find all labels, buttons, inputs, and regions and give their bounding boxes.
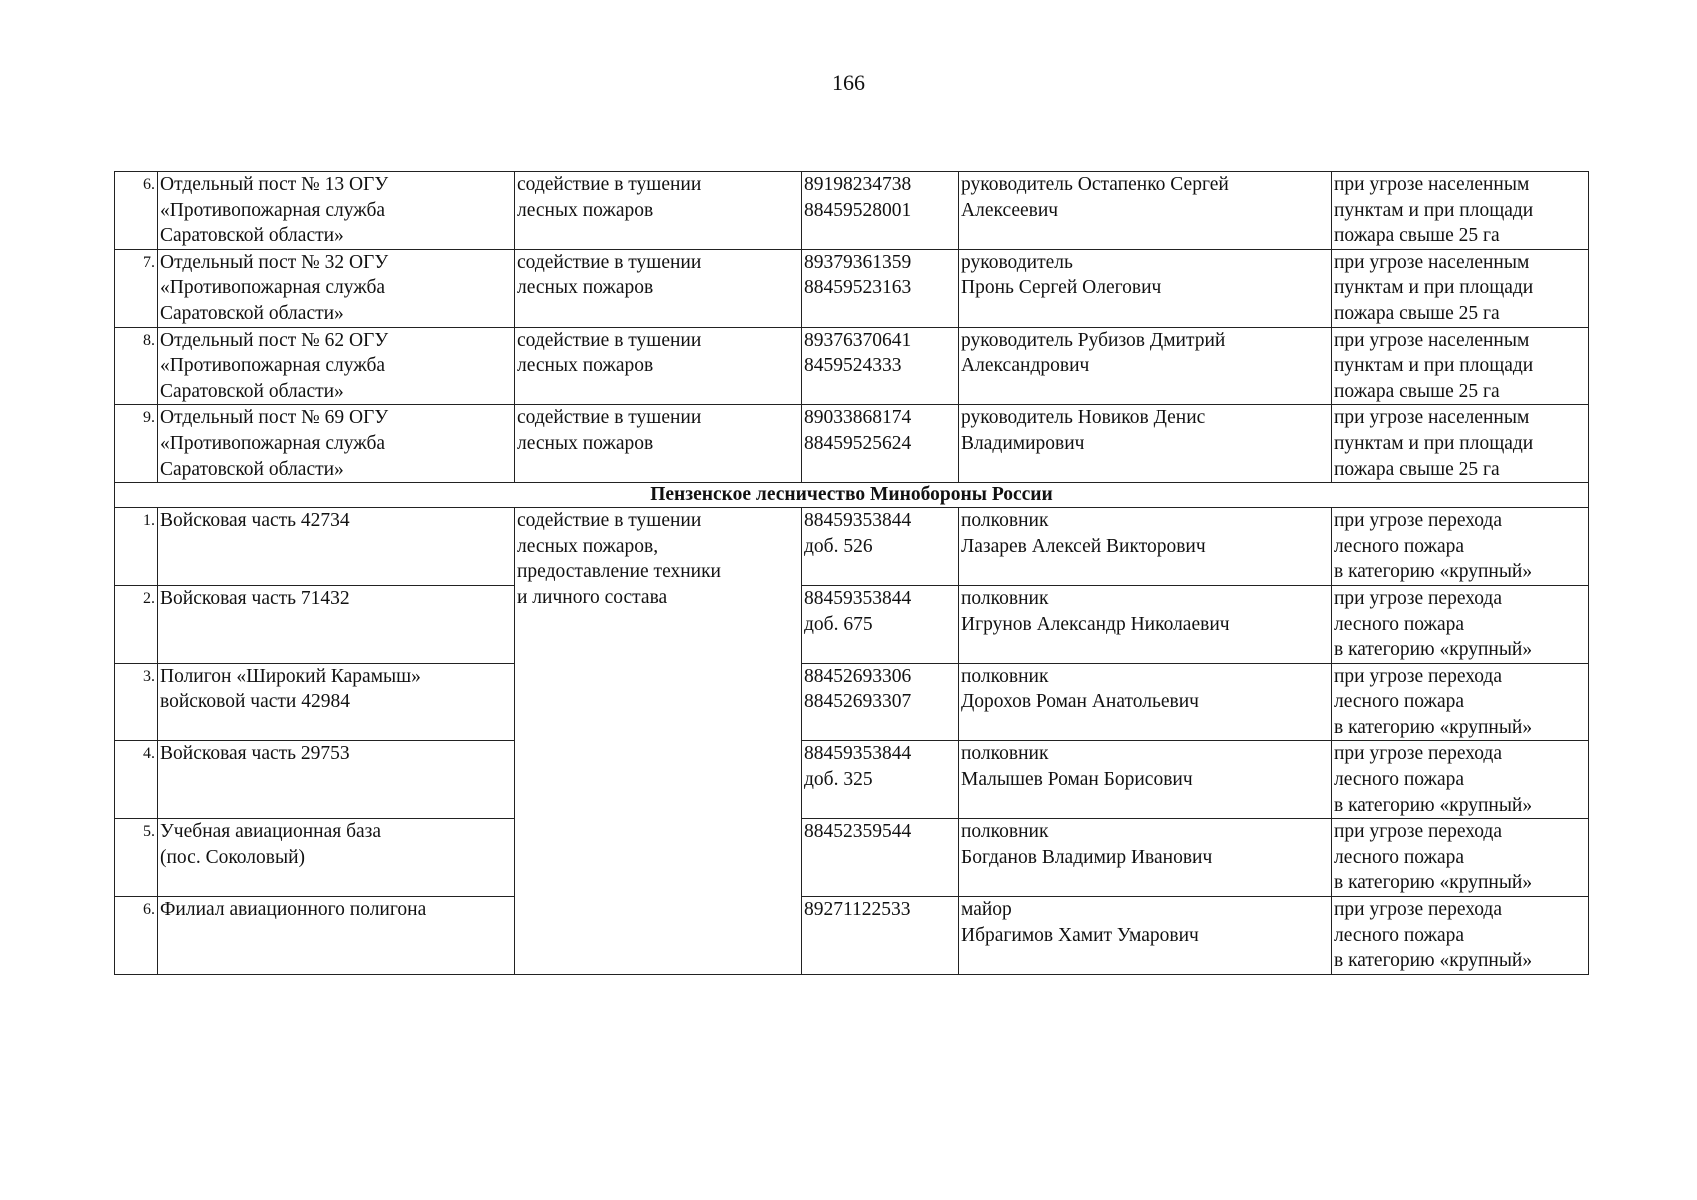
condition-cell-line: пунктам и при площади <box>1334 432 1534 454</box>
table-row <box>115 249 1589 327</box>
row-number: 1. <box>115 508 158 586</box>
organization-cell-line: Саратовской области» <box>160 302 344 324</box>
phone-cell-line: 88459525624 <box>804 432 912 454</box>
task-cell <box>515 172 802 250</box>
organization-cell-line: (пос. Соколовый) <box>160 846 306 868</box>
task-cell-line: содействие в тушении <box>517 251 702 273</box>
task-cell-line: лесных пожаров <box>517 432 654 454</box>
organization-cell-line: Саратовской области» <box>160 458 344 480</box>
condition-cell-line: при угрозе перехода <box>1334 665 1502 687</box>
contact-cell <box>959 741 1332 819</box>
section-header <box>115 483 1589 508</box>
phone-cell <box>802 897 959 975</box>
row-number: 9. <box>115 405 158 483</box>
phone-cell-line: 89033868174 <box>804 407 912 429</box>
contact-cell-line: Владимирович <box>961 432 1085 454</box>
condition-cell-line: при угрозе перехода <box>1334 821 1502 843</box>
organization-cell <box>158 585 515 663</box>
condition-cell <box>1332 327 1589 405</box>
organization-cell <box>158 663 515 741</box>
phone-cell-line: 88459353844 <box>804 587 912 609</box>
phone-cell-line: 88459523163 <box>804 277 912 299</box>
organization-cell <box>158 819 515 897</box>
phone-cell-line: 88452693307 <box>804 691 912 713</box>
condition-cell <box>1332 405 1589 483</box>
organization-cell-line: Саратовской области» <box>160 380 344 402</box>
phone-cell-line: доб. 675 <box>804 613 873 635</box>
contact-cell-line: Малышев Роман Борисович <box>961 769 1193 791</box>
condition-cell-line: в категорию «крупный» <box>1334 872 1533 894</box>
organization-cell-line: Учебная авиационная база <box>160 821 382 843</box>
contact-cell-line: Александрович <box>961 355 1090 377</box>
contact-cell-line: полковник <box>961 821 1049 843</box>
phone-cell <box>802 249 959 327</box>
condition-cell-line: лесного пожара <box>1334 691 1465 713</box>
row-number: 8. <box>115 327 158 405</box>
organization-cell <box>158 327 515 405</box>
contact-cell-line: Богданов Владимир Иванович <box>961 846 1213 868</box>
task-cell-line: лесных пожаров <box>517 277 654 299</box>
task-cell-line: и личного состава <box>517 586 668 608</box>
phone-cell-line: 88459528001 <box>804 199 912 221</box>
condition-cell-line: лесного пожара <box>1334 535 1465 557</box>
contact-cell-line: Ибрагимов Хамит Умарович <box>961 924 1199 946</box>
contact-cell-line: руководитель <box>961 251 1073 273</box>
phone-cell <box>802 585 959 663</box>
task-cell-line: содействие в тушении <box>517 329 702 351</box>
task-cell-line: лесных пожаров, <box>517 535 659 557</box>
task-cell-line: содействие в тушении <box>517 407 702 429</box>
condition-cell-line: в категорию «крупный» <box>1334 716 1533 738</box>
condition-cell-line: лесного пожара <box>1334 769 1465 791</box>
organization-cell <box>158 508 515 586</box>
task-cell-line: лесных пожаров <box>517 355 654 377</box>
condition-cell-line: при угрозе населенным <box>1334 329 1530 351</box>
phone-cell-line: 88459353844 <box>804 743 912 765</box>
organization-cell-line: Отдельный пост № 62 ОГУ <box>160 329 389 351</box>
condition-cell-line: при угрозе перехода <box>1334 899 1502 921</box>
row-number: 7. <box>115 249 158 327</box>
condition-cell <box>1332 585 1589 663</box>
contact-cell-line: полковник <box>961 587 1049 609</box>
row-number: 6. <box>115 172 158 250</box>
contact-cell <box>959 897 1332 975</box>
phone-cell-line: 89198234738 <box>804 174 912 195</box>
organization-cell-line: Войсковая часть 71432 <box>160 587 350 609</box>
condition-cell <box>1332 663 1589 741</box>
table-row <box>115 663 1589 741</box>
table-row <box>115 897 1589 975</box>
condition-cell <box>1332 508 1589 586</box>
contact-cell-line: Алексеевич <box>961 199 1059 221</box>
task-cell-line: лесных пожаров <box>517 199 654 221</box>
contact-cell-line: Лазарев Алексей Викторович <box>961 535 1206 557</box>
table-row <box>115 327 1589 405</box>
condition-cell-line: лесного пожара <box>1334 613 1465 635</box>
contact-cell-line: полковник <box>961 510 1049 532</box>
condition-cell-line: пунктам и при площади <box>1334 277 1534 299</box>
organization-cell-line: Отдельный пост № 32 ОГУ <box>160 251 389 273</box>
phone-cell <box>802 327 959 405</box>
organization-cell <box>158 741 515 819</box>
task-cell-line: содействие в тушении <box>517 174 702 195</box>
condition-cell-line: при угрозе перехода <box>1334 743 1502 765</box>
contact-cell <box>959 172 1332 250</box>
page-number: 166 <box>832 70 865 95</box>
organization-cell-line: Полигон «Широкий Карамыш» <box>160 665 421 687</box>
organization-cell-line: «Противопожарная служба <box>160 199 386 221</box>
organization-cell-line: Войсковая часть 42734 <box>160 510 350 532</box>
phone-cell-line: доб. 526 <box>804 535 873 557</box>
condition-cell-line: при угрозе населенным <box>1334 407 1530 429</box>
organization-cell-line: «Противопожарная служба <box>160 355 386 377</box>
phone-cell <box>802 663 959 741</box>
contact-cell <box>959 819 1332 897</box>
condition-cell-line: в категорию «крупный» <box>1334 639 1533 661</box>
phone-cell <box>802 405 959 483</box>
contact-cell <box>959 249 1332 327</box>
table-row <box>115 508 1589 586</box>
organization-cell-line: «Противопожарная служба <box>160 277 386 299</box>
organization-cell-line: войсковой части 42984 <box>160 691 350 713</box>
contact-cell <box>959 508 1332 586</box>
table-row <box>115 172 1589 250</box>
phone-cell-line: доб. 325 <box>804 769 873 791</box>
organization-cell <box>158 897 515 975</box>
row-number: 3. <box>115 663 158 741</box>
condition-cell-line: пунктам и при площади <box>1334 199 1534 221</box>
phone-cell-line: 89379361359 <box>804 251 912 273</box>
contact-cell-line: руководитель Рубизов Дмитрий <box>961 329 1226 351</box>
task-cell <box>515 249 802 327</box>
section-title: Пензенское лесничество Минобороны России <box>115 483 1589 508</box>
saratov-rows <box>115 172 1589 483</box>
row-number: 5. <box>115 819 158 897</box>
organization-cell-line: Филиал авиационного полигона <box>160 899 427 921</box>
row-number: 4. <box>115 741 158 819</box>
contact-cell-line: руководитель Новиков Денис <box>961 407 1206 429</box>
condition-cell <box>1332 249 1589 327</box>
task-cell-line: содействие в тушении <box>517 510 702 532</box>
task-cell <box>515 327 802 405</box>
organization-cell <box>158 405 515 483</box>
contact-cell-line: майор <box>961 899 1012 921</box>
phone-cell-line: 88452693306 <box>804 665 912 687</box>
table-row <box>115 819 1589 897</box>
organization-cell <box>158 172 515 250</box>
condition-cell-line: пунктам и при площади <box>1334 355 1534 377</box>
condition-cell-line: пожара свыше 25 га <box>1334 380 1500 402</box>
table-row <box>115 405 1589 483</box>
phone-cell-line: 8459524333 <box>804 355 902 377</box>
condition-cell-line: пожара свыше 25 га <box>1334 302 1500 324</box>
condition-cell-line: лесного пожара <box>1334 924 1465 946</box>
penza-rows <box>115 508 1589 975</box>
task-cell <box>515 508 802 975</box>
condition-cell-line: при угрозе населенным <box>1334 174 1530 195</box>
table-row <box>115 741 1589 819</box>
contact-cell-line: полковник <box>961 743 1049 765</box>
phone-cell-line: 88452359544 <box>804 821 912 843</box>
contact-cell-line: полковник <box>961 665 1049 687</box>
contact-cell-line: Дорохов Роман Анатольевич <box>961 691 1199 713</box>
condition-cell <box>1332 741 1589 819</box>
condition-cell-line: при угрозе перехода <box>1334 510 1502 532</box>
contact-cell-line: Пронь Сергей Олегович <box>961 277 1162 299</box>
condition-cell-line: пожара свыше 25 га <box>1334 458 1500 480</box>
organization-cell-line: Отдельный пост № 13 ОГУ <box>160 174 389 195</box>
table-row <box>115 585 1589 663</box>
phone-cell <box>802 741 959 819</box>
row-number: 6. <box>115 897 158 975</box>
phone-cell <box>802 508 959 586</box>
organization-cell <box>158 249 515 327</box>
contacts-table <box>114 171 1589 975</box>
contact-cell <box>959 405 1332 483</box>
condition-cell <box>1332 819 1589 897</box>
contact-cell <box>959 585 1332 663</box>
condition-cell-line: при угрозе населенным <box>1334 251 1530 273</box>
condition-cell-line: пожара свыше 25 га <box>1334 225 1500 247</box>
phone-cell <box>802 172 959 250</box>
contact-cell <box>959 327 1332 405</box>
condition-cell-line: лесного пожара <box>1334 846 1465 868</box>
phone-cell-line: 88459353844 <box>804 510 912 532</box>
task-cell <box>515 405 802 483</box>
organization-cell-line: Саратовской области» <box>160 225 344 247</box>
condition-cell <box>1332 897 1589 975</box>
task-cell-line: предоставление техники <box>517 561 721 583</box>
contact-cell <box>959 663 1332 741</box>
organization-cell-line: Войсковая часть 29753 <box>160 743 350 765</box>
contact-cell-line: Игрунов Александр Николаевич <box>961 613 1230 635</box>
contact-cell-line: руководитель Остапенко Сергей <box>961 174 1229 195</box>
phone-cell-line: 89271122533 <box>804 899 911 921</box>
condition-cell-line: в категорию «крупный» <box>1334 950 1533 972</box>
condition-cell-line: в категорию «крупный» <box>1334 561 1533 583</box>
phone-cell <box>802 819 959 897</box>
organization-cell-line: «Противопожарная служба <box>160 432 386 454</box>
condition-cell <box>1332 172 1589 250</box>
phone-cell-line: 89376370641 <box>804 329 912 351</box>
condition-cell-line: в категорию «крупный» <box>1334 794 1533 816</box>
organization-cell-line: Отдельный пост № 69 ОГУ <box>160 407 389 429</box>
row-number: 2. <box>115 585 158 663</box>
condition-cell-line: при угрозе перехода <box>1334 587 1502 609</box>
